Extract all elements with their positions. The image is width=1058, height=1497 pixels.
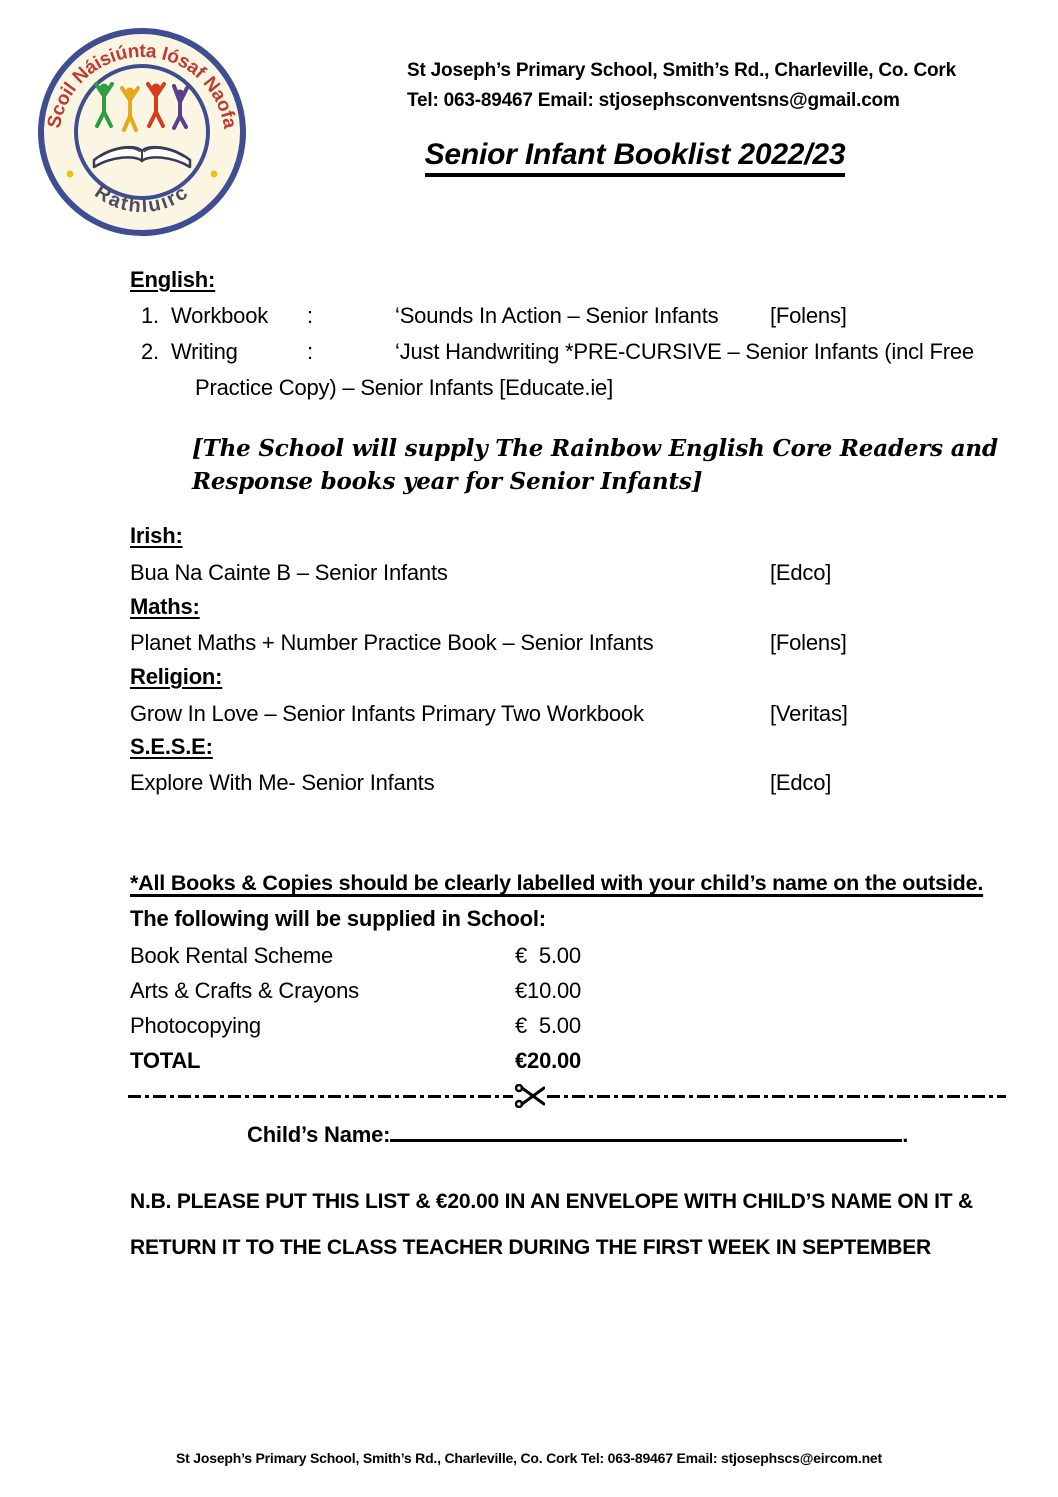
- footer-contact: St Joseph’s Primary School, Smith’s Rd., Charleville, Co. Cork Tel: 063-89467 Email: stjosephscs@eircom.net: [176, 1450, 882, 1466]
- document-title-text: Senior Infant Booklist 2022/23: [425, 138, 846, 177]
- english-item-1: [141, 303, 1021, 329]
- section-heading-sese: S.E.S.E:: [130, 734, 213, 759]
- english-item-2-continued: Practice Copy) – Senior Infants [Educate.ie]: [195, 375, 613, 400]
- publisher: [Folens]: [770, 303, 847, 328]
- logo-arc-text-top: Scoil Náisiúnta Iósaf Naofa: [43, 40, 241, 131]
- scissors-icon: [515, 1084, 545, 1108]
- child-name-row: [247, 1118, 908, 1148]
- child-name-blank-line: [390, 1118, 902, 1142]
- school-supply-note: [The School will supply The Rainbow English Core Readers and Response books year for Senior Infants]: [192, 435, 998, 495]
- logo-arc-text-bottom: Rathluirc: [90, 180, 194, 218]
- document-title: [400, 138, 870, 172]
- cut-here-line: [128, 1085, 1006, 1107]
- fee-label: Book Rental Scheme: [130, 943, 334, 968]
- nb-instruction-line-1: N.B. PLEASE PUT THIS LIST & €20.00 IN AN ENVELOPE WITH CHILD’S NAME ON IT &: [130, 1190, 973, 1213]
- book-title: ‘Just Handwriting *PRE-CURSIVE – Senior Infants (incl Free: [395, 339, 974, 364]
- book-row-irish: [130, 560, 1010, 586]
- fee-price: € 5.00: [515, 1013, 581, 1038]
- fee-label: Photocopying: [130, 1013, 261, 1038]
- fee-row-photocopying: [130, 1013, 730, 1039]
- book-row-sese: [130, 770, 1010, 796]
- trailing-period: .: [902, 1122, 909, 1147]
- publisher: [Edco]: [770, 770, 832, 795]
- fee-row-book-rental: [130, 943, 730, 969]
- school-crest-icon: [36, 26, 248, 238]
- section-heading-irish: Irish:: [130, 523, 183, 548]
- book-row-religion: [130, 701, 1010, 727]
- nb-instruction-line-2: RETURN IT TO THE CLASS TEACHER DURING THE FIRST WEEK IN SEPTEMBER: [130, 1236, 931, 1259]
- supplied-in-school-heading: The following will be supplied in School:: [130, 906, 546, 931]
- english-item-2: [141, 339, 1021, 365]
- fee-label: Arts & Crafts & Crayons: [130, 978, 359, 1003]
- section-heading-religion: Religion:: [130, 664, 223, 689]
- school-logo: [36, 26, 248, 238]
- fee-price: €20.00: [515, 1048, 582, 1073]
- fee-row-arts-crafts: [130, 978, 730, 1004]
- fee-price: € 5.00: [515, 943, 581, 968]
- book-title: Explore With Me- Senior Infants: [130, 770, 435, 795]
- section-heading-english: English:: [130, 267, 216, 292]
- item-number: 1.: [141, 303, 159, 328]
- item-colon: :: [307, 303, 313, 328]
- publisher: [Folens]: [770, 630, 847, 655]
- book-title: Bua Na Cainte B – Senior Infants: [130, 560, 448, 585]
- book-title: ‘Sounds In Action – Senior Infants: [395, 303, 719, 328]
- labelling-notice: *All Books & Copies should be clearly labelled with your child’s name on the outside.: [130, 871, 984, 895]
- item-label: Writing: [171, 339, 238, 364]
- fee-price: €10.00: [515, 978, 582, 1003]
- item-number: 2.: [141, 339, 159, 364]
- book-row-maths: [130, 630, 1010, 656]
- fee-row-total: [130, 1048, 730, 1074]
- publisher: [Veritas]: [770, 701, 848, 726]
- dashed-line: [547, 1095, 1006, 1098]
- school-address: St Joseph’s Primary School, Smith’s Rd., Charleville, Co. Cork: [407, 60, 956, 81]
- book-title: Grow In Love – Senior Infants Primary Two Workbook: [130, 701, 644, 726]
- school-contact: Tel: 063-89467 Email: stjosephsconventsns@gmail.com: [407, 90, 900, 111]
- section-heading-maths: Maths:: [130, 594, 200, 619]
- publisher: [Edco]: [770, 560, 832, 585]
- item-label: Workbook: [171, 303, 269, 328]
- book-title: Planet Maths + Number Practice Book – Senior Infants: [130, 630, 654, 655]
- item-colon: :: [307, 339, 313, 364]
- child-name-label: Child’s Name:: [247, 1122, 391, 1147]
- fee-label: TOTAL: [130, 1048, 201, 1073]
- dashed-line: [128, 1095, 513, 1098]
